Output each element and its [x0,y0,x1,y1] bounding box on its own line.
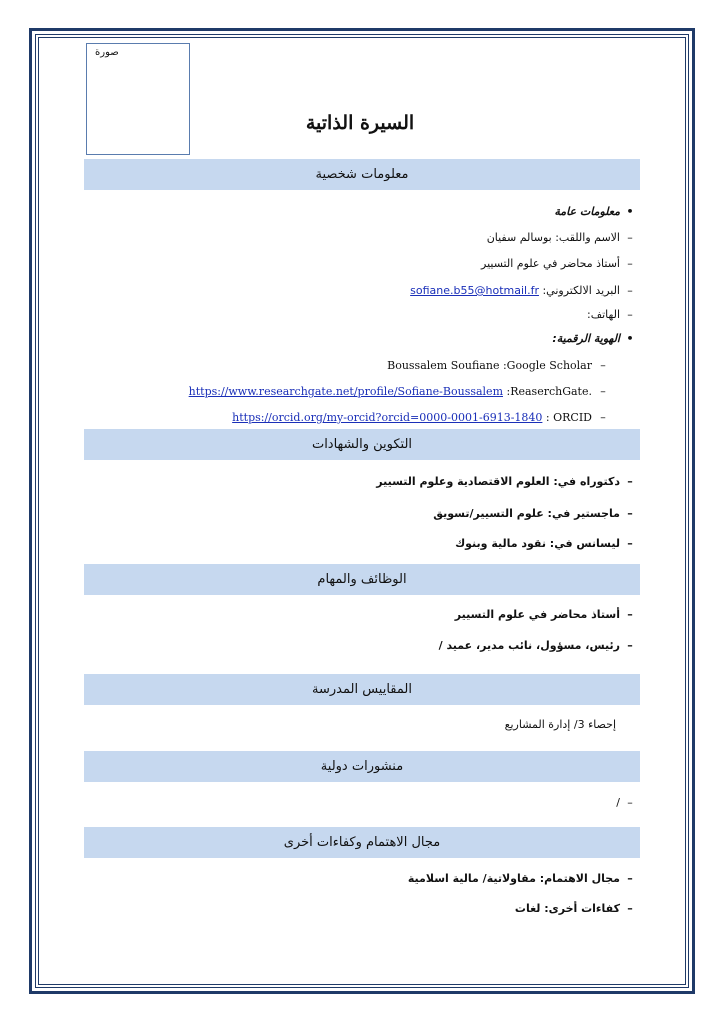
interest-item: –مجال الاهتمام: مقاولاتية/ مالية اسلامية [407,872,633,885]
phone-line: –الهاتف: [587,308,633,321]
education-item: –ليسانس في: نقود مالية وبنوك [455,537,633,550]
researchgate-line: https://www.researchgate.net/profile/Sofiane-Boussalem :ReaserchGate. – [188,385,606,398]
digital-identity-heading: •الهوية الرقمية: [552,332,634,345]
photo-label: صورة [95,47,119,58]
job-item: –رئيس، مسؤول، نائب مدير، عميد / [438,639,633,652]
page-title: السيرة الذاتية [305,112,415,134]
section-header-jobs: الوظائف والمهام [84,564,640,595]
section-header-publications: منشورات دولية [84,751,640,782]
courses-text: إحصاء 3/ إدارة المشاريع [504,718,616,731]
position-line: –أستاذ محاضر في علوم التسيير [481,257,633,270]
email-line: –البريد الالكتروني: sofiane.b55@hotmail.fr [410,282,640,300]
publications-item: –/ [616,796,633,809]
section-header-courses: المقاييس المدرسة [84,674,640,705]
photo-placeholder [86,43,190,155]
education-item: –ماجستير في: علوم التسيير/تسويق [433,507,633,520]
orcid-link[interactable]: https://orcid.org/my-orcid?orcid=0000-0001-6913-1840 [232,411,543,424]
education-item: –دكتوراه في: العلوم الاقتصادية وعلوم التسيير [376,475,633,488]
section-header-interests: مجال الاهتمام وكفاءات أخرى [84,827,640,858]
researchgate-link[interactable]: https://www.researchgate.net/profile/Sofiane-Boussalem [188,385,503,398]
orcid-line: https://orcid.org/my-orcid?orcid=0000-0001-6913-1840 : ORCID – [232,411,606,424]
name-line: –الاسم واللقب: بوسالم سفيان [486,231,633,244]
google-scholar-line: Boussalem Soufiane :Google Scholar – [387,359,606,372]
general-info-heading: •معلومات عامة [554,205,634,218]
section-header-education: التكوين والشهادات [84,429,640,460]
section-header-personal: معلومات شخصية [84,159,640,190]
interest-item: –كفاءات أخرى: لغات [514,902,633,915]
email-link[interactable]: sofiane.b55@hotmail.fr [410,284,539,297]
job-item: –أستاذ محاضر في علوم التسيير [454,608,633,621]
